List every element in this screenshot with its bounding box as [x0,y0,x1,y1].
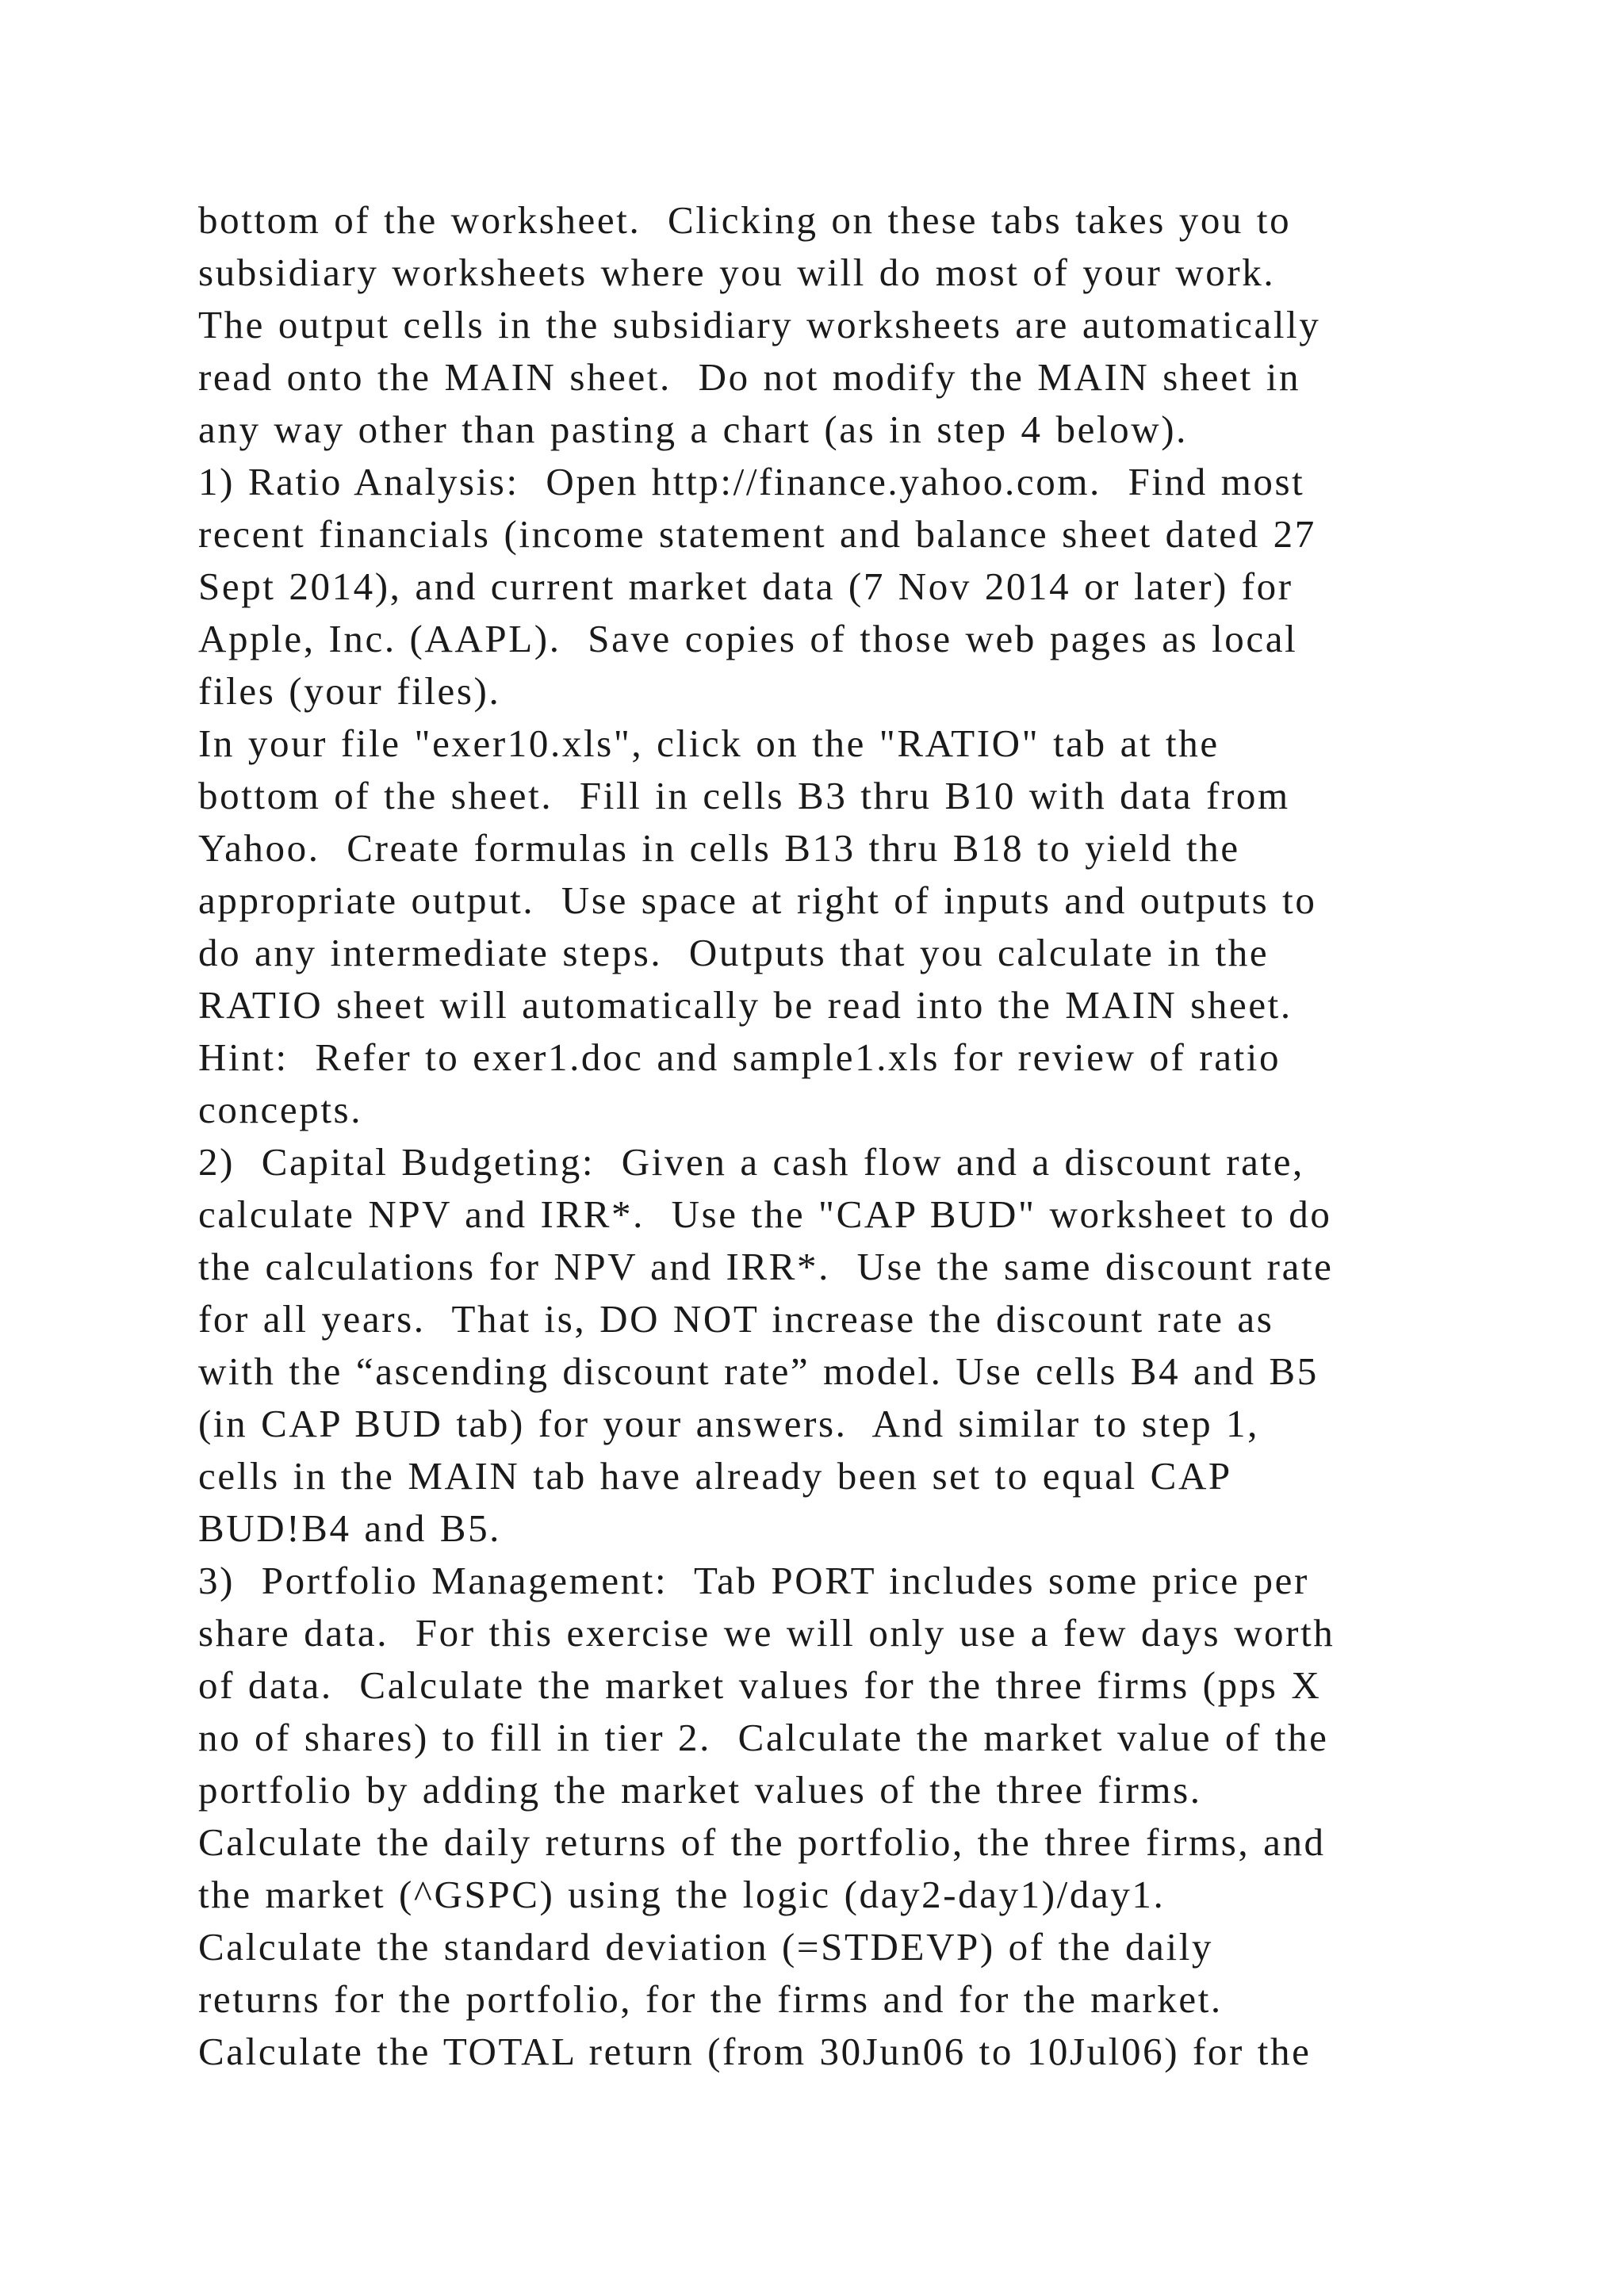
text-line: Apple, Inc. (AAPL). Save copies of those web pages as local [198,617,1298,660]
text-line: 3) Portfolio Management: Tab PORT includes some price per [198,1559,1309,1602]
text-line: recent financials (income statement and balance sheet dated 27 [198,512,1316,556]
text-line: Calculate the TOTAL return (from 30Jun06 to 10Jul06) for the [198,2030,1312,2073]
text-line: read onto the MAIN sheet. Do not modify the MAIN sheet in [198,355,1301,399]
text-line: Calculate the standard deviation (=STDEVP) of the daily [198,1925,1214,1969]
text-line: no of shares) to fill in tier 2. Calculate the market value of the [198,1716,1329,1759]
text-line: subsidiary worksheets where you will do most of your work. [198,251,1276,294]
text-line: the calculations for NPV and IRR*. Use the same discount rate [198,1245,1334,1288]
text-line: concepts. [198,1088,363,1131]
text-line: 1) Ratio Analysis: Open http://finance.yahoo.com. Find most [198,460,1305,503]
text-line: do any intermediate steps. Outputs that you calculate in the [198,931,1270,974]
text-line: files (your files). [198,669,501,713]
text-line: portfolio by adding the market values of the three firms. [198,1768,1202,1812]
text-line: with the “ascending discount rate” model. Use cells B4 and B5 [198,1349,1319,1393]
text-line: Calculate the daily returns of the portfolio, the three firms, and [198,1820,1326,1864]
text-line: returns for the portfolio, for the firms and for the market. [198,1977,1223,2021]
text-line: BUD!B4 and B5. [198,1506,502,1550]
text-line: any way other than pasting a chart (as in step 4 below). [198,408,1188,451]
text-line: appropriate output. Use space at right of inputs and outputs to [198,878,1317,922]
text-line: The output cells in the subsidiary worksheets are automatically [198,303,1321,346]
text-line: Yahoo. Create formulas in cells B13 thru B18 to yield the [198,826,1240,870]
text-line: bottom of the sheet. Fill in cells B3 thru B10 with data from [198,774,1290,817]
text-line: cells in the MAIN tab have already been set to equal CAP [198,1454,1232,1498]
text-line: share data. For this exercise we will only use a few days worth [198,1611,1335,1655]
text-line: for all years. That is, DO NOT increase the discount rate as [198,1297,1274,1341]
text-line: bottom of the worksheet. Clicking on these tabs takes you to [198,198,1292,242]
text-line: the market (^GSPC) using the logic (day2-day1)/day1. [198,1873,1166,1916]
text-line: Hint: Refer to exer1.doc and sample1.xls for review of ratio [198,1035,1281,1079]
document-body-text [198,194,1499,2078]
text-line: (in CAP BUD tab) for your answers. And similar to step 1, [198,1402,1259,1445]
text-line: calculate NPV and IRR*. Use the "CAP BUD" worksheet to do [198,1192,1332,1236]
text-line: of data. Calculate the market values for the three firms (pps X [198,1663,1322,1707]
text-line: 2) Capital Budgeting: Given a cash flow and a discount rate, [198,1140,1304,1184]
text-line: RATIO sheet will automatically be read into the MAIN sheet. [198,983,1293,1027]
text-line: Sept 2014), and current market data (7 Nov 2014 or later) for [198,564,1293,608]
text-line: In your file "exer10.xls", click on the "RATIO" tab at the [198,721,1220,765]
